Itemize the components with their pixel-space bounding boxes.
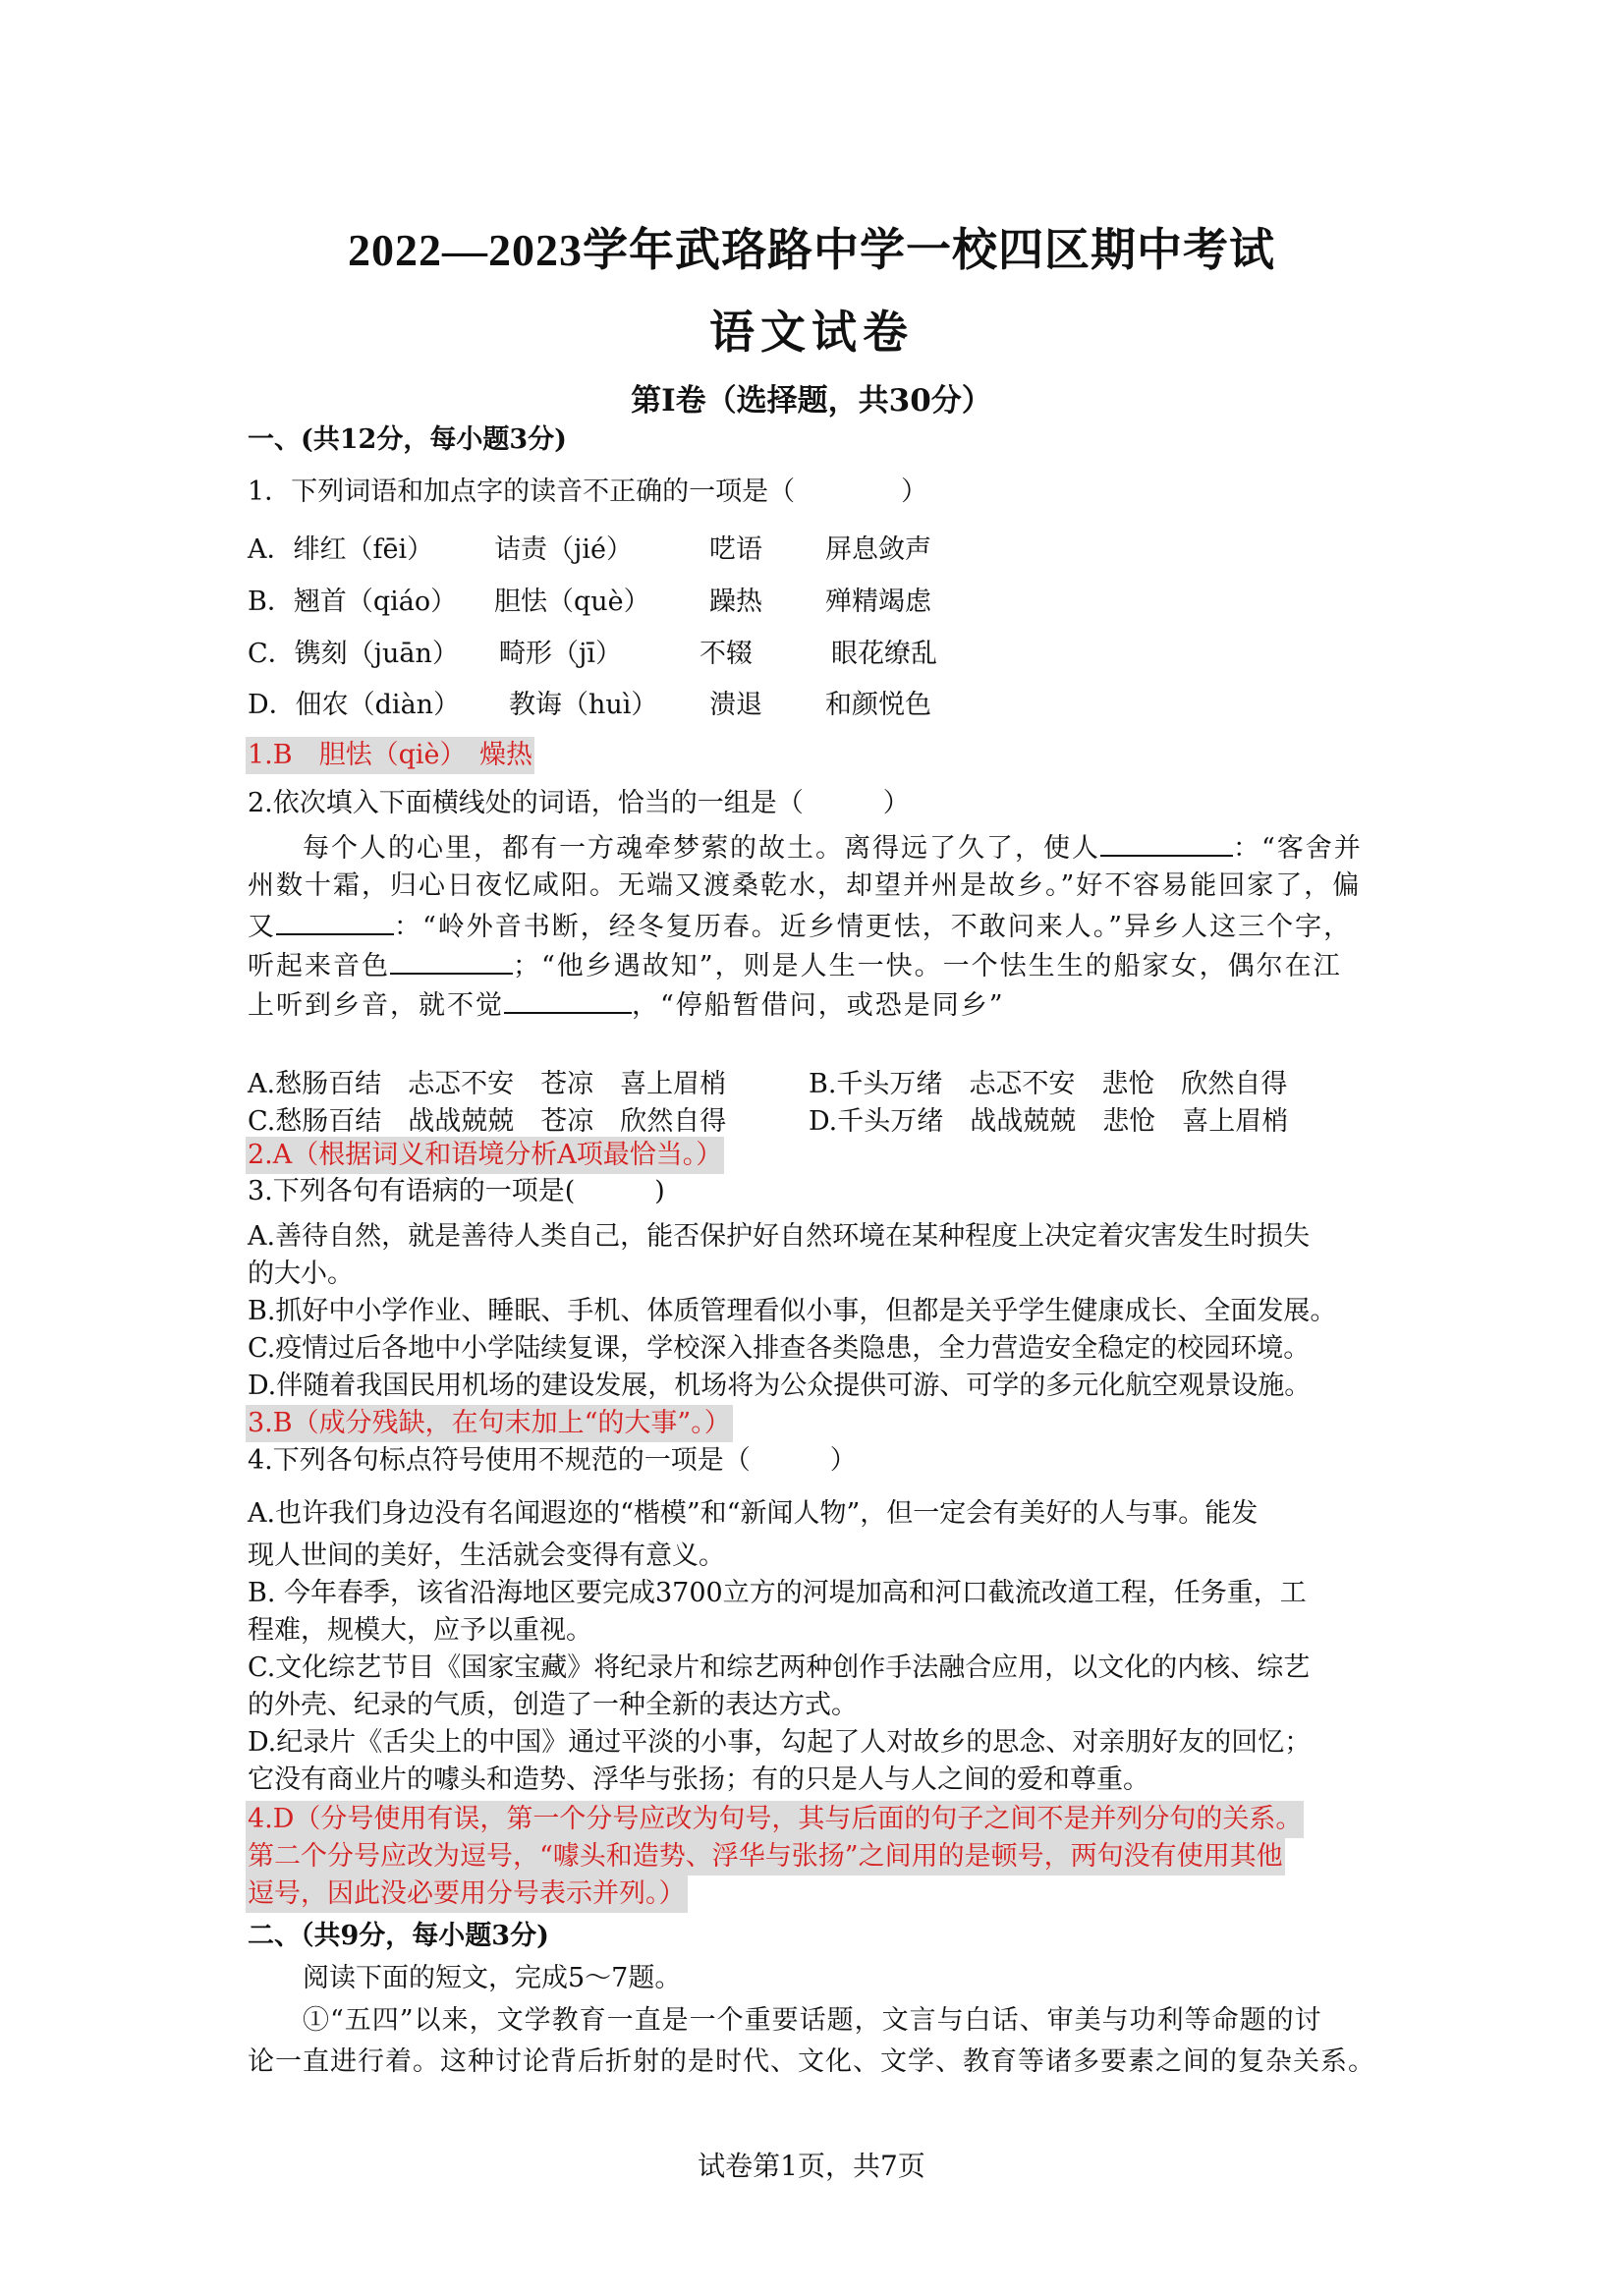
- q4-option-d-cont: 它没有商业片的噱头和造势、浮华与张扬；有的只是人与人之间的爱和尊重。: [248, 1764, 1149, 1795]
- q4-option-b-cont: 程难，规模大，应予以重视。: [248, 1615, 592, 1646]
- q3-option-a-cont: 的大小。: [248, 1259, 354, 1289]
- q1-stem: 1．下列词语和加点字的读音不正确的一项是（ ）: [248, 476, 928, 507]
- q2-option-a: A.愁肠百结 忐忑不安 苍凉 喜上眉梢: [248, 1069, 727, 1099]
- exam-subtitle: 语文试卷: [709, 308, 914, 358]
- q2-passage-line: 每个人的心里，都有一方魂牵梦萦的故土。离得远了久了，使人 ：“客舍并: [303, 833, 1363, 864]
- q2-stem: 2.依次填入下面横线处的词语，恰当的一组是（ ）: [248, 788, 910, 818]
- q4-answer: 第二个分号应改为逗号，“噱头和造势、浮华与张扬”之间用的是顿号，两句没有使用其他: [246, 1838, 1285, 1876]
- q2-passage-line: 听起来音色 ；“他乡遇故知”，则是人生一快。一个怯生生的船家女，偶尔在江: [248, 951, 1342, 981]
- blank-1: [1100, 831, 1233, 857]
- part2-paragraph: 论一直进行着。这种讨论背后折射的是时代、文化、文学、教育等诸多要素之间的复杂关系。: [248, 2046, 1375, 2077]
- volume-heading: 第Ⅰ卷（选择题，共30分）: [631, 383, 992, 419]
- q4-stem: 4.下列各句标点符号使用不规范的一项是（ ）: [248, 1445, 857, 1476]
- q4-option-d: D.纪录片《舌尖上的中国》通过平淡的小事，勾起了人对故乡的思念、对亲朋好友的回忆；: [248, 1727, 1312, 1758]
- q3-stem: 3.下列各句有语病的一项是( ): [248, 1176, 665, 1206]
- part2-intro: 阅读下面的短文，完成5～7题。: [303, 1963, 682, 1993]
- q2-option-b: B.千头万绪 忐忑不安 悲怆 欣然自得: [809, 1069, 1288, 1099]
- q4-option-a: A.也许我们身边没有名闻遐迩的“楷模”和“新闻人物”，但一定会有美好的人与事。能发: [248, 1498, 1259, 1529]
- q4-option-a-cont: 现人世间的美好，生活就会变得有意义。: [248, 1540, 725, 1571]
- part2-paragraph: ①“五四”以来，文学教育一直是一个重要话题，文言与白话、审美与功利等命题的讨: [303, 2005, 1322, 2036]
- q4-option-b: B. 今年春季，该省沿海地区要完成3700立方的河堤加高和河口截流改道工程，任务重，工: [248, 1578, 1307, 1608]
- blank-4: [504, 988, 632, 1014]
- q2-option-d: D.千头万绪 战战兢兢 悲怆 喜上眉梢: [809, 1106, 1289, 1137]
- q4-option-c: C.文化综艺节目《国家宝藏》将纪录片和综艺两种创作手法融合应用，以文化的内核、综艺: [248, 1652, 1311, 1683]
- q2-option-c: C.愁肠百结 战战兢兢 苍凉 欣然自得: [248, 1106, 727, 1137]
- q2-answer: 2.A（根据词义和语境分析A项最恰当。）: [246, 1137, 724, 1174]
- q3-option-c: C.疫情过后各地中小学陆续复课，学校深入排查各类隐患，全力营造安全稳定的校园环境。: [248, 1333, 1311, 1364]
- exam-title: 2022—2023学年武珞路中学一校四区期中考试: [348, 225, 1275, 275]
- emphasis-text: 不规范: [537, 1445, 618, 1476]
- page-footer: 试卷第1页，共7页: [698, 2150, 925, 2182]
- emphasis-text: 有语病: [378, 1176, 459, 1206]
- q3-option-d: D.伴随着我国民用机场的建设发展，机场将为公众提供可游、可学的多元化航空观景设施。: [248, 1371, 1312, 1401]
- exam-page: 2022—2023学年武珞路中学一校四区期中考试 语文试卷 第Ⅰ卷（选择题，共30分） 一、(共12分，每小题3分) 1．下列词语和加点字的读音不正确的一项是（ ） A．绯红（fēi） 诘责（jié） 呓语 屏息敛声 B．翘首（qiáo） 胆怯（què） 躁热 殚精竭虑 C．镌刻（juān） 畸形（jī） 不辍 眼花缭乱 D．佃农（diàn） 教诲（huì） 溃退 和颜悦色 1.B 胆怯（qiè） 燥热 2.依次填入下面横线处的词语，恰当的一组是（ ） 每个人的心里，都有一方魂牵梦萦的故土。离得远了久了，使人 ：“客舍并 州数十霜，归心日夜忆咸阳。无端又渡桑乾水，却望并州是故乡。”好不容易能回家了，偏 又 ：“岭外音书断，经冬复历春。近乡情更怯，不敢问来人。”异乡人这三个字， 听起来音色 ；“他乡遇故知”，则是人生一快。一个怯生生的船家女，偶尔在江 上听到乡音，就不觉 ，“停船暂借问，或恐是同乡” A.愁肠百结 忐忑不安 苍凉 喜上眉梢 B.千头万绪 忐忑不安 悲怆 欣然自得 C.愁肠百结 战战兢兢 苍凉 欣然自得 D.千头万绪 战战兢兢 悲怆 喜上眉梢 2.A（根据词义和语境分析A项最恰当。） 3.下列各句有语病的一项是( ) A.善待自然，就是善待人类自己，能否保护好自然环境在某种程度上决定着灾害发生时损失 的大小。 B.抓好中小学作业、睡眠、手机、体质管理看似小事，但都是关乎学生健康成长、全面发展。 C.疫情过后各地中小学陆续复课，学校深入排查各类隐患，全力营造安全稳定的校园环境。 D.伴随着我国民用机场的建设发展，机场将为公众提供可游、可学的多元化航空观景设施。 3.B（成分残缺，在句末加上“的大事”。） 4.下列各句标点符号使用不规范的一项是（ ） A.也许我们身边没有名闻遐迩的“楷模”和“新闻人物”，但一定会有美好的人与事。能发 现人世间的美好，生活就会变得有意义。 B. 今年春季，该省沿海地区要完成3700立方的河堤加高和河口截流改道工程，任务重，工 程难，规模大，应予以重视。 C.文化综艺节目《国家宝藏》将纪录片和综艺两种创作手法融合应用，以文化的内核、综艺 的外壳、纪录的气质，创造了一种全新的表达方式。 D.纪录片《舌尖上的中国》通过平淡的小事，勾起了人对故乡的思念、对亲朋好友的回忆； 它没有商业片的噱头和造势、浮华与张扬；有的只是人与人之间的爱和尊重。 4.D（分号使用有误，第一个分号应改为句号，其与后面的句子之间不是并列分句的关系。 第二个分号应改为逗号，“噱头和造势、浮华与张扬”之间用的是顿号，两句没有使用其他 逗号，因此没必要用分号表示并列。） 二、（共9分，每小题3分) 阅读下面的短文，完成5～7题。 ①“五四”以来，文学教育一直是一个重要话题，文言与白话、审美与功利等命题的讨 论一直进行着。这种讨论背后折射的是时代、文化、文学、教育等诸多要素之间的复杂关系。 试卷第1页，共7页: [0, 0, 1623, 2296]
- q3-option-a: A.善待自然，就是善待人类自己，能否保护好自然环境在某种程度上决定着灾害发生时损失: [248, 1221, 1311, 1252]
- q4-answer: 逗号，因此没必要用分号表示并列。）: [246, 1876, 688, 1913]
- q3-answer: 3.B（成分残缺，在句末加上“的大事”。）: [246, 1405, 733, 1442]
- q4-option-c-cont: 的外壳、纪录的气质，创造了一种全新的表达方式。: [248, 1690, 858, 1720]
- part2-heading: 二、（共9分，每小题3分): [248, 1921, 549, 1951]
- q4-answer: 4.D（分号使用有误，第一个分号应改为句号，其与后面的句子之间不是并列分句的关系。: [246, 1801, 1304, 1838]
- blank-3: [390, 949, 513, 975]
- q2-passage-line: 州数十霜，归心日夜忆咸阳。无端又渡桑乾水，却望并州是故乡。”好不容易能回家了，偏: [248, 870, 1362, 901]
- q3-option-b: B.抓好中小学作业、睡眠、手机、体质管理看似小事，但都是关乎学生健康成长、全面发展。: [248, 1296, 1337, 1326]
- q2-passage-line: 上听到乡音，就不觉 ，“停船暂借问，或恐是同乡”: [248, 990, 1005, 1021]
- part1-heading: 一、(共12分，每小题3分): [248, 424, 567, 455]
- blank-2: [276, 910, 394, 935]
- q1-answer: 1.B 胆怯（qiè） 燥热: [246, 737, 534, 774]
- q2-passage-line: 又 ：“岭外音书断，经冬复历春。近乡情更怯，不敢问来人。”异乡人这三个字，: [248, 912, 1353, 942]
